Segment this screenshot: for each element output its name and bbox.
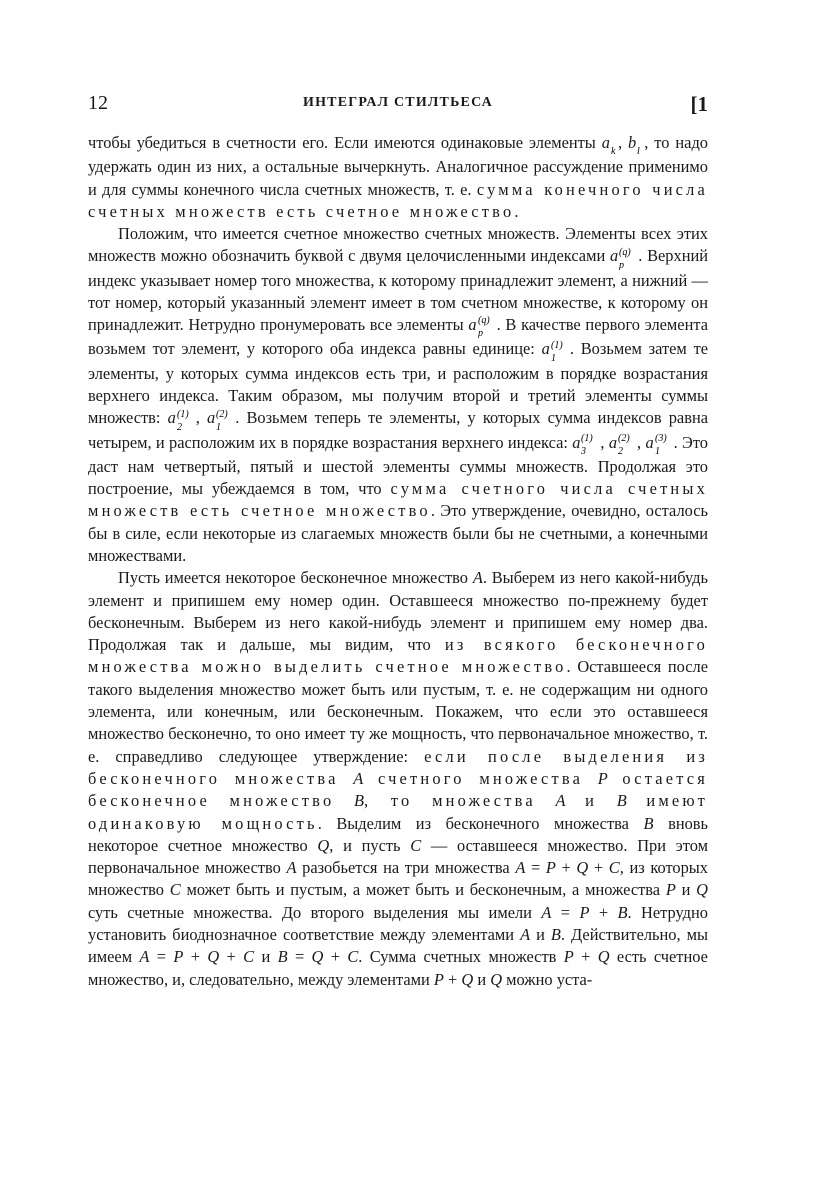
section-mark: [1 [690,92,708,116]
math-symbol: P [563,947,574,967]
math-index [550,339,570,363]
spaced-emphasis: сумма счетного числа счетных множеств есть счетное множество [88,479,709,521]
text-run: . Действительно, мы имеем [88,925,708,967]
superscript: (q) [477,315,490,327]
math-symbol: Q [461,969,474,989]
text-run: , [195,408,208,428]
running-header [88,92,708,122]
math-symbol: Q [490,969,503,989]
spaced-emphasis: , то множества [363,791,556,811]
math-symbol: a [601,133,610,152]
math-symbol: B [353,791,364,811]
text-run: . [514,201,519,221]
math-symbol: P [433,969,444,989]
text-run: может быть и пустым, а может быть и бесконечным, а множества [180,880,666,900]
text-run: и [675,880,697,900]
math-symbol: b [628,133,637,152]
text-run: и [254,947,278,967]
subscript: 2 [176,421,182,432]
text-run: + [589,902,618,922]
math-index [215,408,235,432]
running-title: ИНТЕГРАЛ СТИЛТЬЕСА [303,95,493,110]
text-run: Пусть имеется некоторое бесконечное множество [118,568,473,588]
page-body [88,132,708,991]
math-symbol: B [277,947,288,967]
paragraph [88,132,708,223]
text-run: . В качестве первого элемента возьмем тот элемент, у которого оба индекса равны единице: [88,315,708,359]
text-run: = [525,858,546,878]
text-run: + [323,947,348,967]
text-run: + [573,947,598,967]
text-run: . Нетрудно установить биоднозначное соответствие между элементами [88,902,708,945]
text-run: суть счетные множества. До второго выделения мы имели [88,902,542,922]
math-index [477,314,497,338]
math-symbol: B [643,813,654,833]
math-symbol: a [645,432,654,452]
math-symbol: a [572,432,581,452]
text-run: , [600,432,609,452]
paragraph [88,223,708,567]
text-run: . Сумма счетных множеств [358,947,564,967]
text-run: можно уста- [502,969,593,989]
math-symbol: a [610,246,619,266]
math-index [610,132,618,156]
text-run: = [149,947,174,967]
math-index [654,432,674,456]
text-run: . Возьмем теперь те элементы, у которых сумма индексов равна четырем, и расположим их в порядке возрастания верхнего индекса: [88,408,708,452]
subscript: p [619,259,625,270]
spaced-emphasis: сумма конечного числа счетных множеств есть счетное множество [88,179,708,221]
math-symbol: A [520,925,531,945]
text-run: . Оставшееся после такого выделения множество может быть или пустым, т. е. не содержащим ни одного элемента, или конечным, или бесконечным. Покажем, что если это оставшееся множество бесконечно, то оно имеет ту же мощность, что первоначальное множество, т. е. справедливо следующее утверждение: [88,657,708,766]
text-run: + [588,858,609,878]
math-symbol: A [286,858,297,878]
math-symbol: Q [597,947,610,967]
text-run: . Это утверждение, очевидно, осталось бы в силе, если некоторые из слагаемых множеств были бы не счетными, а конечными множествами. [88,501,708,565]
math-symbol: a [608,432,618,452]
superscript: (q) [619,246,631,258]
text-run: и [530,925,551,945]
math-symbol: B [616,791,627,811]
subscript: p [477,328,483,339]
subscript: 3 [581,445,587,456]
text-run: , то надо удержать один из них, а остальные вычеркнуть. Аналогичное рассуждение применимо и для суммы конечного числа счетных множеств, т. е. [88,133,708,199]
text-run: = [551,902,580,922]
math-index [176,408,196,432]
page-number: 12 [88,92,108,114]
text-run: . Возьмем затем те элементы, у которых сумма индексов есть три, и расположим в порядке возрастания верхнего индекса. Таким образом, мы получим второй и третий элементы суммы множеств: [88,339,709,428]
math-symbol: P [545,858,556,878]
math-symbol: A [353,768,364,788]
math-symbol: C [347,947,359,967]
text-run: , из которых множество [88,858,708,900]
text-run: = [287,947,312,967]
text-run: . Выделим из бесконечного множества [317,813,644,833]
math-symbol: B [550,925,561,945]
paragraph [88,567,708,991]
math-index [617,432,637,456]
math-symbol: C [243,947,255,967]
math-symbol: a [541,339,550,359]
spaced-emphasis: остается бесконечное множество [88,768,708,811]
text-run: + [443,969,462,989]
text-run: , [617,133,629,152]
text-run: , и пусть [329,835,411,855]
spaced-emphasis: если после выделения из бесконечного множества [88,746,708,788]
text-run: . Выберем из него какой-нибудь элемент и припишем ему номер один. Оставшееся множество по-прежнему будет бесконечным. Выберем из него какой-нибудь элемент и припишем ему номер два. Продолжая так и дальше, мы видим, что [88,568,708,655]
text-run: чтобы убедиться в счетности его. Если имеются одинаковые элементы [88,133,602,152]
subscript: 1 [550,352,556,363]
superscript: (3) [654,432,667,444]
spaced-emphasis: из всякого бесконечного множества можно выделить счетное множество [88,635,708,677]
superscript: (1) [550,339,563,351]
subscript: 2 [618,445,624,456]
math-symbol: A [555,791,566,811]
math-symbol: C [608,858,620,878]
superscript: (1) [176,408,189,420]
text-run: . Это даст нам четвертый, пятый и шестой элементы суммы множеств. Продолжая это построение, мы убеждаемся в том, что [88,432,708,499]
text-run: + [183,947,208,967]
book-page [88,92,708,991]
math-symbol: Q [696,880,709,900]
text-run: — оставшееся множество. При этом первоначальное множество [88,835,708,878]
math-symbol: P [579,902,590,922]
math-symbol: Q [576,858,589,878]
text-run: + [555,858,577,878]
math-symbol: Q [207,947,220,967]
math-symbol: B [617,902,628,922]
text-run: + [219,947,244,967]
superscript: (2) [216,408,228,420]
superscript: (2) [618,432,630,444]
math-symbol: P [173,947,184,967]
math-symbol: A [139,947,150,967]
math-index [618,246,638,270]
subscript: k [610,146,616,157]
math-symbol: P [665,880,676,900]
math-symbol: C [410,835,422,855]
text-run: . Верхний индекс указывает номер того множества, к которому принадлежит элемент, а нижний — тот номер, который указанный элемент имеет в том счетном множестве, к которому он принадлежит. Нетрудно пронумеровать все элементы [88,246,709,335]
text-run: вновь некоторое счетное множество [88,813,709,855]
spaced-emphasis: и [565,791,617,811]
math-symbol: A [515,858,526,878]
math-symbol: a [167,408,176,428]
subscript: 1 [216,421,222,432]
math-symbol: Q [311,947,324,967]
text-run: есть счетное множество, и, следовательно, между элементами [88,947,708,989]
math-symbol: Q [317,835,330,855]
spaced-emphasis: счетного множества [363,768,598,788]
subscript: 1 [654,445,660,456]
superscript: (1) [581,432,594,444]
text-run: , [637,432,646,452]
math-symbol: A [472,568,483,588]
math-symbol: a [207,408,216,428]
math-symbol: a [468,315,477,335]
text-run: Положим, что имеется счетное множество счетных множеств. Элементы всех этих множеств можно обозначить буквой с двумя целочисленными индексами [88,224,708,266]
subscript: l [637,146,641,157]
math-symbol: A [541,902,552,922]
spaced-emphasis: имеют одинаковую мощность [88,791,708,833]
text-run: и [473,969,491,989]
math-index [580,432,600,456]
math-symbol: C [169,880,181,900]
text-run: разобьется на три множества [296,858,516,878]
math-symbol: P [597,768,608,788]
